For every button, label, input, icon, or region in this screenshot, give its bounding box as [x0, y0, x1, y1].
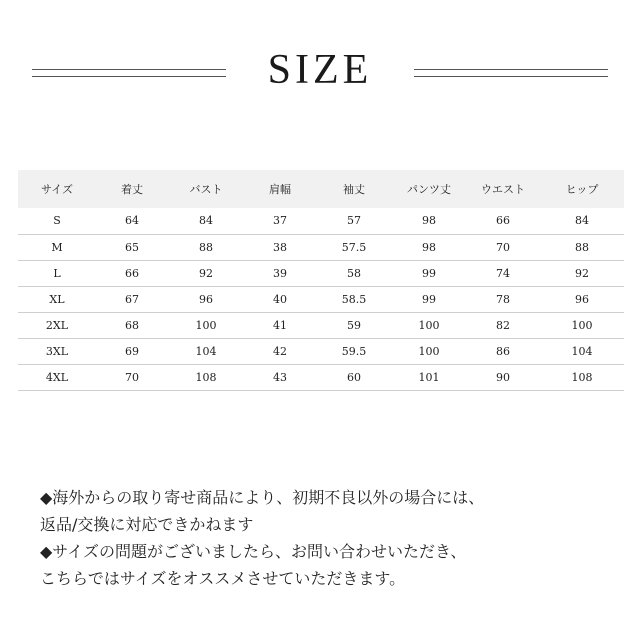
cell-bust: 92 — [199, 266, 213, 280]
title-section — [0, 44, 640, 100]
table-row — [18, 234, 624, 260]
header-waist: ウエスト — [481, 183, 525, 196]
cell-waist: 86 — [496, 344, 510, 358]
header-length: 着丈 — [121, 183, 143, 196]
table-row — [18, 286, 624, 312]
cell-sleeve: 59.5 — [341, 344, 367, 358]
cell-hip: 104 — [571, 344, 593, 358]
cell-hip: 100 — [571, 318, 593, 332]
cell-length: 64 — [125, 214, 139, 228]
cell-sleeve: 57 — [347, 214, 361, 228]
table-row — [18, 312, 624, 338]
cell-length: 69 — [125, 344, 139, 358]
size-table — [18, 170, 624, 391]
cell-sleeve: 58 — [347, 266, 361, 280]
cell-length: 70 — [125, 370, 139, 384]
cell-hip: 108 — [571, 370, 593, 384]
table-header-row — [18, 170, 624, 208]
cell-length: 67 — [125, 292, 139, 306]
cell-sleeve: 59 — [347, 318, 361, 332]
notes-section — [40, 484, 620, 592]
cell-hip: 92 — [575, 266, 589, 280]
table-row — [18, 260, 624, 286]
cell-pants-length: 98 — [422, 214, 436, 228]
cell-shoulder: 39 — [273, 266, 287, 280]
cell-pants-length: 100 — [418, 318, 440, 332]
cell-bust: 104 — [195, 344, 217, 358]
cell-hip: 96 — [575, 292, 589, 306]
header-bust: バスト — [189, 183, 223, 196]
cell-shoulder: 37 — [273, 214, 287, 228]
page-title: SIZE — [267, 47, 373, 93]
cell-bust: 84 — [199, 214, 213, 228]
table-row — [18, 338, 624, 364]
cell-size: L — [53, 266, 61, 280]
cell-shoulder: 40 — [273, 292, 287, 306]
cell-bust: 108 — [195, 370, 217, 384]
table-row — [18, 364, 624, 390]
cell-length: 65 — [125, 240, 139, 254]
cell-hip: 88 — [575, 240, 589, 254]
note-line: 返品/交換に対応できかねます — [40, 515, 254, 534]
cell-size: 4XL — [45, 370, 69, 384]
cell-shoulder: 38 — [273, 240, 287, 254]
header-size: サイズ — [40, 183, 74, 196]
table-row — [18, 208, 624, 234]
title-rule-right — [414, 69, 608, 77]
header-hip: ヒップ — [565, 183, 599, 196]
cell-pants-length: 101 — [418, 370, 440, 384]
note-line: ◆サイズの問題がございましたら、お問い合わせいただき、 — [40, 542, 467, 561]
header-shoulder: 肩幅 — [269, 183, 291, 196]
cell-waist: 78 — [496, 292, 510, 306]
cell-size: S — [53, 214, 61, 228]
cell-shoulder: 41 — [273, 318, 287, 332]
cell-bust: 100 — [195, 318, 217, 332]
cell-pants-length: 99 — [422, 292, 436, 306]
cell-pants-length: 98 — [422, 240, 436, 254]
note-line: ◆海外からの取り寄せ商品により、初期不良以外の場合には、 — [40, 488, 485, 507]
cell-waist: 70 — [496, 240, 510, 254]
cell-size: 2XL — [45, 318, 69, 332]
header-pants-length: パンツ丈 — [407, 183, 451, 196]
cell-bust: 96 — [199, 292, 213, 306]
cell-sleeve: 60 — [347, 370, 361, 384]
cell-size: M — [51, 240, 63, 254]
cell-sleeve: 58.5 — [341, 292, 367, 306]
cell-pants-length: 99 — [422, 266, 436, 280]
cell-bust: 88 — [199, 240, 213, 254]
cell-pants-length: 100 — [418, 344, 440, 358]
cell-length: 66 — [125, 266, 139, 280]
cell-shoulder: 42 — [273, 344, 287, 358]
cell-hip: 84 — [575, 214, 589, 228]
cell-sleeve: 57.5 — [341, 240, 367, 254]
cell-waist: 90 — [496, 370, 510, 384]
cell-size: 3XL — [45, 344, 69, 358]
header-sleeve: 袖丈 — [343, 183, 365, 196]
cell-waist: 66 — [496, 214, 510, 228]
cell-size: XL — [49, 292, 65, 306]
note-line: こちらではサイズをオススメさせていただきます。 — [40, 569, 406, 588]
cell-shoulder: 43 — [273, 370, 287, 384]
cell-waist: 74 — [496, 266, 510, 280]
cell-waist: 82 — [496, 318, 510, 332]
cell-length: 68 — [125, 318, 139, 332]
